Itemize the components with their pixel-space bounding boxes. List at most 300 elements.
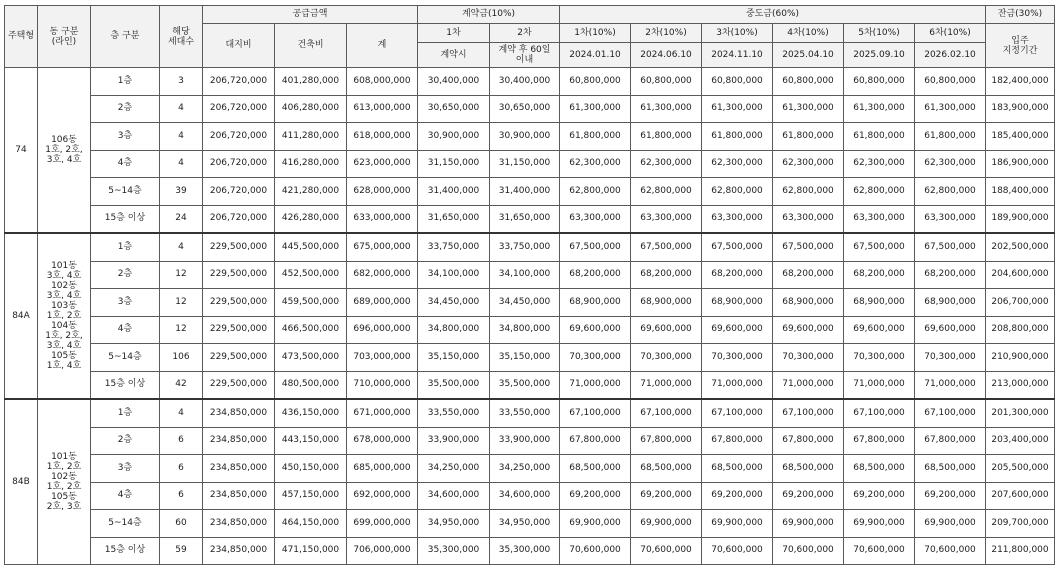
units-cell: 4 (160, 150, 203, 178)
interim-3-cell: 68,500,000 (702, 455, 773, 483)
building-price-cell: 452,500,000 (275, 261, 347, 289)
interim-1-cell: 68,900,000 (560, 289, 631, 317)
interim-2-cell: 68,200,000 (631, 261, 702, 289)
interim-5-cell: 70,600,000 (844, 537, 915, 565)
units-cell: 59 (160, 537, 203, 565)
interim-4-cell: 68,200,000 (773, 261, 844, 289)
total-price-cell: 678,000,000 (347, 427, 418, 455)
interim-4-cell: 61,300,000 (773, 95, 844, 123)
interim-1-cell: 67,800,000 (560, 427, 631, 455)
header-interim-round-1: 1차(10%) (560, 24, 631, 43)
building-price-cell: 406,280,000 (275, 95, 347, 123)
units-cell: 39 (160, 178, 203, 206)
housing-type-cell: 74 (5, 68, 38, 234)
units-cell: 6 (160, 482, 203, 510)
balance-cell: 213,000,000 (986, 371, 1055, 399)
header-interim-date-5: 2025.09.10 (844, 43, 915, 68)
balance-cell: 183,900,000 (986, 95, 1055, 123)
building-price-cell: 436,150,000 (275, 399, 347, 427)
interim-4-cell: 62,800,000 (773, 178, 844, 206)
header-interim-round-2: 2차(10%) (631, 24, 702, 43)
header-interim-round-6: 6차(10%) (915, 24, 986, 43)
header-balance: 잔금(30%) (986, 6, 1055, 24)
land-price-cell: 229,500,000 (203, 289, 275, 317)
units-cell: 3 (160, 68, 203, 96)
floor-cell: 2층 (91, 427, 160, 455)
total-price-cell: 618,000,000 (347, 123, 418, 151)
deposit-1-cell: 35,150,000 (418, 344, 490, 372)
deposit-2-cell: 30,650,000 (490, 95, 560, 123)
interim-2-cell: 69,600,000 (631, 316, 702, 344)
building-line-cell: 101동 1호, 2호 102동 1호, 2호 105동 2호, 3호 (38, 399, 91, 565)
table-row (5, 150, 1055, 178)
interim-5-cell: 71,000,000 (844, 371, 915, 399)
interim-6-cell: 67,500,000 (915, 233, 986, 261)
balance-cell: 185,400,000 (986, 123, 1055, 151)
deposit-1-cell: 33,900,000 (418, 427, 490, 455)
interim-1-cell: 67,100,000 (560, 399, 631, 427)
interim-4-cell: 70,300,000 (773, 344, 844, 372)
interim-5-cell: 67,800,000 (844, 427, 915, 455)
balance-cell: 188,400,000 (986, 178, 1055, 206)
interim-5-cell: 68,900,000 (844, 289, 915, 317)
table-row (5, 178, 1055, 206)
header-deposit-2-when: 계약 후 60일 이내 (490, 43, 560, 68)
total-price-cell: 689,000,000 (347, 289, 418, 317)
deposit-1-cell: 34,450,000 (418, 289, 490, 317)
balance-cell: 211,800,000 (986, 537, 1055, 565)
total-price-cell: 628,000,000 (347, 178, 418, 206)
interim-4-cell: 63,300,000 (773, 205, 844, 233)
table-row (5, 316, 1055, 344)
total-price-cell: 675,000,000 (347, 233, 418, 261)
deposit-1-cell: 35,500,000 (418, 371, 490, 399)
building-price-cell: 464,150,000 (275, 510, 347, 538)
land-price-cell: 206,720,000 (203, 178, 275, 206)
land-price-cell: 234,850,000 (203, 482, 275, 510)
balance-cell: 201,300,000 (986, 399, 1055, 427)
building-price-cell: 459,500,000 (275, 289, 347, 317)
land-price-cell: 229,500,000 (203, 371, 275, 399)
interim-1-cell: 69,200,000 (560, 482, 631, 510)
balance-cell: 205,500,000 (986, 455, 1055, 483)
header-deposit-1: 1차 (418, 24, 490, 43)
interim-1-cell: 70,300,000 (560, 344, 631, 372)
interim-4-cell: 70,600,000 (773, 537, 844, 565)
interim-2-cell: 63,300,000 (631, 205, 702, 233)
balance-cell: 204,600,000 (986, 261, 1055, 289)
building-price-cell: 471,150,000 (275, 537, 347, 565)
interim-3-cell: 61,800,000 (702, 123, 773, 151)
interim-6-cell: 70,600,000 (915, 537, 986, 565)
table-row (5, 371, 1055, 399)
balance-cell: 203,400,000 (986, 427, 1055, 455)
table-row (5, 344, 1055, 372)
interim-1-cell: 63,300,000 (560, 205, 631, 233)
units-cell: 106 (160, 344, 203, 372)
table-row (5, 289, 1055, 317)
interim-6-cell: 68,900,000 (915, 289, 986, 317)
interim-3-cell: 63,300,000 (702, 205, 773, 233)
price-table-wrapper (4, 5, 1055, 565)
total-price-cell: 671,000,000 (347, 399, 418, 427)
total-price-cell: 633,000,000 (347, 205, 418, 233)
interim-5-cell: 67,500,000 (844, 233, 915, 261)
housing-type-cell: 84B (5, 399, 38, 565)
land-price-cell: 206,720,000 (203, 95, 275, 123)
interim-3-cell: 67,500,000 (702, 233, 773, 261)
deposit-1-cell: 33,550,000 (418, 399, 490, 427)
supply-price-table (4, 5, 1055, 565)
table-row (5, 123, 1055, 151)
interim-5-cell: 68,500,000 (844, 455, 915, 483)
interim-4-cell: 71,000,000 (773, 371, 844, 399)
deposit-2-cell: 34,100,000 (490, 261, 560, 289)
floor-cell: 15층 이상 (91, 205, 160, 233)
deposit-1-cell: 34,100,000 (418, 261, 490, 289)
land-price-cell: 234,850,000 (203, 455, 275, 483)
deposit-2-cell: 33,550,000 (490, 399, 560, 427)
units-cell: 4 (160, 95, 203, 123)
interim-4-cell: 67,500,000 (773, 233, 844, 261)
floor-cell: 2층 (91, 261, 160, 289)
interim-5-cell: 63,300,000 (844, 205, 915, 233)
header-supply-price: 공급금액 (203, 6, 418, 24)
deposit-2-cell: 35,500,000 (490, 371, 560, 399)
units-cell: 4 (160, 233, 203, 261)
interim-6-cell: 69,200,000 (915, 482, 986, 510)
building-price-cell: 457,150,000 (275, 482, 347, 510)
table-row (5, 482, 1055, 510)
land-price-cell: 234,850,000 (203, 427, 275, 455)
building-line-cell: 101동 3호, 4호 102동 3호, 4호 103동 1호, 2호 104동 1호, 2호, 3호, 4호 105동 1호, 4호 (38, 233, 91, 399)
header-interim-date-6: 2026.02.10 (915, 43, 986, 68)
total-price-cell: 608,000,000 (347, 68, 418, 96)
interim-5-cell: 68,200,000 (844, 261, 915, 289)
interim-6-cell: 70,300,000 (915, 344, 986, 372)
floor-cell: 4층 (91, 316, 160, 344)
interim-4-cell: 69,900,000 (773, 510, 844, 538)
interim-2-cell: 68,900,000 (631, 289, 702, 317)
interim-4-cell: 67,800,000 (773, 427, 844, 455)
interim-5-cell: 69,900,000 (844, 510, 915, 538)
floor-cell: 3층 (91, 289, 160, 317)
land-price-cell: 234,850,000 (203, 510, 275, 538)
units-cell: 12 (160, 316, 203, 344)
land-price-cell: 234,850,000 (203, 537, 275, 565)
header-building-cost: 건축비 (275, 24, 347, 68)
interim-1-cell: 67,500,000 (560, 233, 631, 261)
balance-cell: 206,700,000 (986, 289, 1055, 317)
interim-1-cell: 70,600,000 (560, 537, 631, 565)
interim-2-cell: 61,800,000 (631, 123, 702, 151)
table-row (5, 261, 1055, 289)
header-interim-round-5: 5차(10%) (844, 24, 915, 43)
header-total: 계 (347, 24, 418, 68)
interim-1-cell: 62,800,000 (560, 178, 631, 206)
land-price-cell: 206,720,000 (203, 123, 275, 151)
interim-4-cell: 60,800,000 (773, 68, 844, 96)
deposit-2-cell: 34,800,000 (490, 316, 560, 344)
header-housing-type: 주택형 (5, 6, 38, 68)
total-price-cell: 699,000,000 (347, 510, 418, 538)
units-cell: 4 (160, 399, 203, 427)
interim-5-cell: 61,800,000 (844, 123, 915, 151)
deposit-1-cell: 31,150,000 (418, 150, 490, 178)
units-cell: 24 (160, 205, 203, 233)
land-price-cell: 206,720,000 (203, 150, 275, 178)
deposit-1-cell: 34,950,000 (418, 510, 490, 538)
interim-6-cell: 63,300,000 (915, 205, 986, 233)
interim-1-cell: 60,800,000 (560, 68, 631, 96)
header-interim-round-4: 4차(10%) (773, 24, 844, 43)
total-price-cell: 706,000,000 (347, 537, 418, 565)
table-row (5, 455, 1055, 483)
deposit-1-cell: 34,250,000 (418, 455, 490, 483)
interim-6-cell: 68,200,000 (915, 261, 986, 289)
table-row (5, 68, 1055, 96)
header-land: 대지비 (203, 24, 275, 68)
interim-2-cell: 69,900,000 (631, 510, 702, 538)
interim-2-cell: 70,600,000 (631, 537, 702, 565)
interim-4-cell: 68,500,000 (773, 455, 844, 483)
interim-2-cell: 60,800,000 (631, 68, 702, 96)
deposit-2-cell: 34,600,000 (490, 482, 560, 510)
interim-4-cell: 61,800,000 (773, 123, 844, 151)
building-price-cell: 421,280,000 (275, 178, 347, 206)
total-price-cell: 685,000,000 (347, 455, 418, 483)
interim-6-cell: 62,800,000 (915, 178, 986, 206)
interim-5-cell: 67,100,000 (844, 399, 915, 427)
interim-6-cell: 62,300,000 (915, 150, 986, 178)
interim-1-cell: 61,800,000 (560, 123, 631, 151)
interim-5-cell: 69,600,000 (844, 316, 915, 344)
deposit-1-cell: 35,300,000 (418, 537, 490, 565)
units-cell: 12 (160, 261, 203, 289)
total-price-cell: 623,000,000 (347, 150, 418, 178)
interim-6-cell: 69,600,000 (915, 316, 986, 344)
deposit-2-cell: 31,650,000 (490, 205, 560, 233)
total-price-cell: 696,000,000 (347, 316, 418, 344)
balance-cell: 202,500,000 (986, 233, 1055, 261)
table-row (5, 510, 1055, 538)
floor-cell: 5~14층 (91, 510, 160, 538)
header-floor: 층 구분 (91, 6, 160, 68)
interim-3-cell: 69,200,000 (702, 482, 773, 510)
interim-5-cell: 69,200,000 (844, 482, 915, 510)
interim-2-cell: 70,300,000 (631, 344, 702, 372)
deposit-1-cell: 30,650,000 (418, 95, 490, 123)
deposit-1-cell: 30,400,000 (418, 68, 490, 96)
interim-2-cell: 67,800,000 (631, 427, 702, 455)
floor-cell: 15층 이상 (91, 371, 160, 399)
interim-1-cell: 61,300,000 (560, 95, 631, 123)
balance-cell: 210,900,000 (986, 344, 1055, 372)
interim-3-cell: 71,000,000 (702, 371, 773, 399)
floor-cell: 4층 (91, 482, 160, 510)
units-cell: 60 (160, 510, 203, 538)
interim-1-cell: 68,500,000 (560, 455, 631, 483)
header-interim: 중도금(60%) (560, 6, 986, 24)
table-body (5, 68, 1055, 565)
deposit-2-cell: 34,950,000 (490, 510, 560, 538)
interim-1-cell: 71,000,000 (560, 371, 631, 399)
deposit-1-cell: 30,900,000 (418, 123, 490, 151)
interim-6-cell: 60,800,000 (915, 68, 986, 96)
interim-5-cell: 61,300,000 (844, 95, 915, 123)
deposit-2-cell: 33,900,000 (490, 427, 560, 455)
interim-3-cell: 68,200,000 (702, 261, 773, 289)
header-interim-date-4: 2025.04.10 (773, 43, 844, 68)
interim-4-cell: 69,200,000 (773, 482, 844, 510)
interim-2-cell: 61,300,000 (631, 95, 702, 123)
floor-cell: 1층 (91, 68, 160, 96)
units-cell: 6 (160, 455, 203, 483)
deposit-2-cell: 33,750,000 (490, 233, 560, 261)
floor-cell: 4층 (91, 150, 160, 178)
header-interim-date-1: 2024.01.10 (560, 43, 631, 68)
total-price-cell: 682,000,000 (347, 261, 418, 289)
deposit-2-cell: 30,900,000 (490, 123, 560, 151)
floor-cell: 2층 (91, 95, 160, 123)
interim-2-cell: 67,500,000 (631, 233, 702, 261)
balance-cell: 207,600,000 (986, 482, 1055, 510)
interim-6-cell: 71,000,000 (915, 371, 986, 399)
land-price-cell: 229,500,000 (203, 316, 275, 344)
units-cell: 6 (160, 427, 203, 455)
deposit-1-cell: 34,600,000 (418, 482, 490, 510)
table-row (5, 95, 1055, 123)
building-price-cell: 416,280,000 (275, 150, 347, 178)
interim-3-cell: 69,900,000 (702, 510, 773, 538)
interim-1-cell: 69,900,000 (560, 510, 631, 538)
balance-cell: 208,800,000 (986, 316, 1055, 344)
interim-4-cell: 62,300,000 (773, 150, 844, 178)
land-price-cell: 206,720,000 (203, 68, 275, 96)
total-price-cell: 710,000,000 (347, 371, 418, 399)
interim-2-cell: 68,500,000 (631, 455, 702, 483)
building-price-cell: 426,280,000 (275, 205, 347, 233)
building-price-cell: 480,500,000 (275, 371, 347, 399)
floor-cell: 15층 이상 (91, 537, 160, 565)
floor-cell: 3층 (91, 123, 160, 151)
interim-5-cell: 70,300,000 (844, 344, 915, 372)
interim-3-cell: 62,300,000 (702, 150, 773, 178)
deposit-1-cell: 34,800,000 (418, 316, 490, 344)
header-deposit-1-when: 계약시 (418, 43, 490, 68)
building-price-cell: 443,150,000 (275, 427, 347, 455)
interim-3-cell: 67,100,000 (702, 399, 773, 427)
table-row (5, 537, 1055, 565)
interim-5-cell: 62,300,000 (844, 150, 915, 178)
housing-type-cell: 84A (5, 233, 38, 399)
interim-3-cell: 68,900,000 (702, 289, 773, 317)
units-cell: 12 (160, 289, 203, 317)
deposit-1-cell: 33,750,000 (418, 233, 490, 261)
deposit-2-cell: 35,300,000 (490, 537, 560, 565)
interim-6-cell: 67,800,000 (915, 427, 986, 455)
interim-6-cell: 69,900,000 (915, 510, 986, 538)
total-price-cell: 692,000,000 (347, 482, 418, 510)
interim-3-cell: 70,600,000 (702, 537, 773, 565)
interim-5-cell: 60,800,000 (844, 68, 915, 96)
total-price-cell: 613,000,000 (347, 95, 418, 123)
floor-cell: 5~14층 (91, 344, 160, 372)
deposit-1-cell: 31,650,000 (418, 205, 490, 233)
interim-4-cell: 67,100,000 (773, 399, 844, 427)
balance-cell: 209,700,000 (986, 510, 1055, 538)
interim-2-cell: 62,800,000 (631, 178, 702, 206)
interim-2-cell: 71,000,000 (631, 371, 702, 399)
building-price-cell: 445,500,000 (275, 233, 347, 261)
interim-3-cell: 70,300,000 (702, 344, 773, 372)
header-balance-when: 입주 지정기간 (986, 24, 1055, 68)
building-price-cell: 450,150,000 (275, 455, 347, 483)
interim-6-cell: 61,300,000 (915, 95, 986, 123)
interim-6-cell: 68,500,000 (915, 455, 986, 483)
interim-5-cell: 62,800,000 (844, 178, 915, 206)
balance-cell: 186,900,000 (986, 150, 1055, 178)
building-price-cell: 401,280,000 (275, 68, 347, 96)
building-price-cell: 466,500,000 (275, 316, 347, 344)
balance-cell: 182,400,000 (986, 68, 1055, 96)
floor-cell: 1층 (91, 233, 160, 261)
land-price-cell: 206,720,000 (203, 205, 275, 233)
table-row (5, 399, 1055, 427)
interim-4-cell: 68,900,000 (773, 289, 844, 317)
building-price-cell: 473,500,000 (275, 344, 347, 372)
header-deposit-2: 2차 (490, 24, 560, 43)
floor-cell: 5~14층 (91, 178, 160, 206)
header-interim-date-2: 2024.06.10 (631, 43, 702, 68)
balance-cell: 189,900,000 (986, 205, 1055, 233)
interim-1-cell: 62,300,000 (560, 150, 631, 178)
interim-3-cell: 62,800,000 (702, 178, 773, 206)
floor-cell: 1층 (91, 399, 160, 427)
interim-3-cell: 61,300,000 (702, 95, 773, 123)
deposit-2-cell: 31,150,000 (490, 150, 560, 178)
table-row (5, 233, 1055, 261)
deposit-1-cell: 31,400,000 (418, 178, 490, 206)
interim-1-cell: 69,600,000 (560, 316, 631, 344)
deposit-2-cell: 31,400,000 (490, 178, 560, 206)
interim-3-cell: 67,800,000 (702, 427, 773, 455)
deposit-2-cell: 34,250,000 (490, 455, 560, 483)
interim-2-cell: 62,300,000 (631, 150, 702, 178)
deposit-2-cell: 35,150,000 (490, 344, 560, 372)
header-units: 해당 세대수 (160, 6, 203, 68)
table-row (5, 427, 1055, 455)
land-price-cell: 234,850,000 (203, 399, 275, 427)
building-line-cell: 106동 1호, 2호, 3호, 4호 (38, 68, 91, 234)
interim-2-cell: 67,100,000 (631, 399, 702, 427)
floor-cell: 3층 (91, 455, 160, 483)
building-price-cell: 411,280,000 (275, 123, 347, 151)
interim-6-cell: 67,100,000 (915, 399, 986, 427)
header-interim-date-3: 2024.11.10 (702, 43, 773, 68)
header-deposit: 계약금(10%) (418, 6, 560, 24)
units-cell: 4 (160, 123, 203, 151)
interim-1-cell: 68,200,000 (560, 261, 631, 289)
deposit-2-cell: 30,400,000 (490, 68, 560, 96)
land-price-cell: 229,500,000 (203, 344, 275, 372)
total-price-cell: 703,000,000 (347, 344, 418, 372)
land-price-cell: 229,500,000 (203, 233, 275, 261)
interim-3-cell: 60,800,000 (702, 68, 773, 96)
units-cell: 42 (160, 371, 203, 399)
interim-2-cell: 69,200,000 (631, 482, 702, 510)
header-building: 동 구분 (라인) (38, 6, 91, 68)
